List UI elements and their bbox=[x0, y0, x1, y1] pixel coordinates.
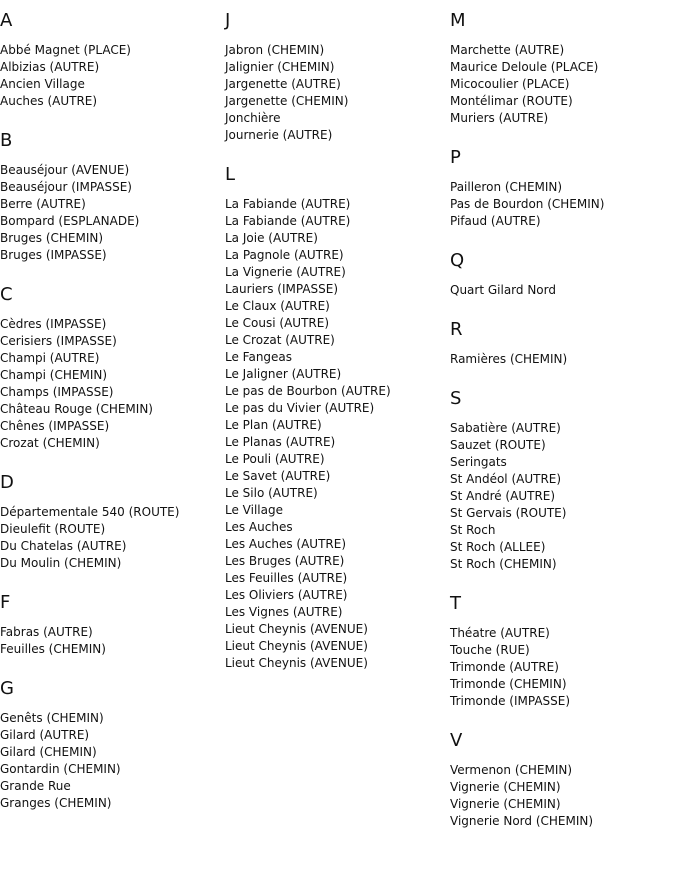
street-link[interactable]: Trimonde (CHEMIN) bbox=[450, 677, 567, 691]
street-link[interactable]: Grande Rue bbox=[0, 779, 71, 793]
street-link[interactable]: Champs (IMPASSE) bbox=[0, 385, 114, 399]
street-link[interactable]: Vignerie Nord (CHEMIN) bbox=[450, 814, 594, 828]
letter-heading: Q bbox=[450, 250, 465, 271]
street-link[interactable]: Crozat (CHEMIN) bbox=[0, 436, 100, 450]
street-link[interactable]: Beauséjour (AVENUE) bbox=[0, 163, 130, 177]
letter-section-l bbox=[225, 164, 445, 672]
street-link[interactable]: Le Cousi (AUTRE) bbox=[225, 316, 330, 330]
street-link[interactable]: St Andéol (AUTRE) bbox=[450, 472, 562, 486]
street-link[interactable]: Auches (AUTRE) bbox=[0, 94, 98, 108]
street-link[interactable]: Albizias (AUTRE) bbox=[0, 60, 100, 74]
letter-section-d bbox=[0, 472, 220, 572]
street-link[interactable]: Touche (RUE) bbox=[450, 643, 530, 657]
letter-section-a bbox=[0, 10, 220, 110]
street-link[interactable]: Gilard (AUTRE) bbox=[0, 728, 90, 742]
letter-heading: D bbox=[0, 472, 14, 493]
street-link[interactable]: La Pagnole (AUTRE) bbox=[225, 248, 344, 262]
letter-section-p bbox=[450, 147, 670, 230]
letter-heading: L bbox=[225, 164, 236, 185]
street-link[interactable]: Le Savet (AUTRE) bbox=[225, 469, 331, 483]
street-link[interactable]: Le pas de Bourbon (AUTRE) bbox=[225, 384, 391, 398]
street-link[interactable]: Le Village bbox=[225, 503, 283, 517]
street-link[interactable]: Jonchière bbox=[225, 111, 281, 125]
street-link[interactable]: Feuilles (CHEMIN) bbox=[0, 642, 106, 656]
street-link[interactable]: Ramières (CHEMIN) bbox=[450, 352, 568, 366]
street-link[interactable]: Montélimar (ROUTE) bbox=[450, 94, 573, 108]
street-link[interactable]: Le Claux (AUTRE) bbox=[225, 299, 330, 313]
letter-heading: S bbox=[450, 388, 462, 409]
letter-heading: V bbox=[450, 730, 463, 751]
street-link[interactable]: Le Jaligner (AUTRE) bbox=[225, 367, 342, 381]
letter-section-v bbox=[450, 730, 670, 830]
street-link[interactable]: Théatre (AUTRE) bbox=[450, 626, 550, 640]
street-link[interactable]: La Joie (AUTRE) bbox=[225, 231, 318, 245]
street-link[interactable]: Le pas du Vivier (AUTRE) bbox=[225, 401, 375, 415]
street-link[interactable]: Champi (CHEMIN) bbox=[0, 368, 108, 382]
letter-section-j bbox=[225, 10, 445, 144]
street-link[interactable]: Bruges (CHEMIN) bbox=[0, 231, 104, 245]
street-link[interactable]: Les Auches bbox=[225, 520, 293, 534]
street-link[interactable]: Lauriers (IMPASSE) bbox=[225, 282, 339, 296]
street-link[interactable]: Lieut Cheynis (AVENUE) bbox=[225, 639, 368, 653]
street-link[interactable]: Muriers (AUTRE) bbox=[450, 111, 549, 125]
street-link[interactable]: Lieut Cheynis (AVENUE) bbox=[225, 656, 368, 670]
street-link[interactable]: Cerisiers (IMPASSE) bbox=[0, 334, 117, 348]
letter-heading: R bbox=[450, 319, 463, 340]
street-link[interactable]: Les Bruges (AUTRE) bbox=[225, 554, 345, 568]
street-link[interactable]: Sauzet (ROUTE) bbox=[450, 438, 546, 452]
street-link[interactable]: Berre (AUTRE) bbox=[0, 197, 86, 211]
street-link[interactable]: Vignerie (CHEMIN) bbox=[450, 780, 561, 794]
street-link[interactable]: Le Silo (AUTRE) bbox=[225, 486, 318, 500]
letter-section-s bbox=[450, 388, 670, 573]
street-link[interactable]: Genêts (CHEMIN) bbox=[0, 711, 104, 725]
street-link[interactable]: Du Chatelas (AUTRE) bbox=[0, 539, 127, 553]
street-link[interactable]: La Vignerie (AUTRE) bbox=[225, 265, 346, 279]
street-link[interactable]: Quart Gilard Nord bbox=[450, 283, 556, 297]
street-link[interactable]: Marchette (AUTRE) bbox=[450, 43, 565, 57]
street-link[interactable]: Le Planas (AUTRE) bbox=[225, 435, 336, 449]
street-index-column-2 bbox=[225, 10, 445, 692]
letter-heading: C bbox=[0, 284, 13, 305]
street-link[interactable]: Vignerie (CHEMIN) bbox=[450, 797, 561, 811]
letter-section-q bbox=[450, 250, 670, 299]
street-link[interactable]: St Roch bbox=[450, 523, 496, 537]
street-link[interactable]: Cèdres (IMPASSE) bbox=[0, 317, 107, 331]
street-link[interactable]: Jargenette (AUTRE) bbox=[225, 77, 341, 91]
letter-section-r bbox=[450, 319, 670, 368]
street-link[interactable]: La Fabiande (AUTRE) bbox=[225, 214, 351, 228]
letter-section-t bbox=[450, 593, 670, 710]
street-link[interactable]: Les Auches (AUTRE) bbox=[225, 537, 346, 551]
street-link[interactable]: Les Vignes (AUTRE) bbox=[225, 605, 343, 619]
letter-heading: F bbox=[0, 592, 11, 613]
street-link[interactable]: Jabron (CHEMIN) bbox=[225, 43, 325, 57]
street-link[interactable]: Bruges (IMPASSE) bbox=[0, 248, 107, 262]
street-link[interactable]: Ancien Village bbox=[0, 77, 85, 91]
letter-heading: P bbox=[450, 147, 461, 168]
street-link[interactable]: Le Pouli (AUTRE) bbox=[225, 452, 325, 466]
street-link[interactable]: St André (AUTRE) bbox=[450, 489, 556, 503]
letter-heading: A bbox=[0, 10, 13, 31]
street-index-column-3 bbox=[450, 10, 670, 850]
street-link[interactable]: Pas de Bourdon (CHEMIN) bbox=[450, 197, 605, 211]
street-link[interactable]: Seringats bbox=[450, 455, 507, 469]
street-link[interactable]: Le Fangeas bbox=[225, 350, 293, 364]
letter-heading: M bbox=[450, 10, 466, 31]
letter-heading: J bbox=[225, 10, 231, 31]
letter-heading: T bbox=[450, 593, 461, 614]
letter-heading: G bbox=[0, 678, 14, 699]
street-link[interactable]: Jargenette (CHEMIN) bbox=[225, 94, 349, 108]
letter-section-b bbox=[0, 130, 220, 264]
street-link[interactable]: Trimonde (AUTRE) bbox=[450, 660, 559, 674]
street-link[interactable]: Fabras (AUTRE) bbox=[0, 625, 93, 639]
street-link[interactable]: Granges (CHEMIN) bbox=[0, 796, 112, 810]
street-link[interactable]: Le Crozat (AUTRE) bbox=[225, 333, 335, 347]
letter-section-m bbox=[450, 10, 670, 127]
street-link[interactable]: Journerie (AUTRE) bbox=[225, 128, 333, 142]
letter-section-c bbox=[0, 284, 220, 452]
street-link[interactable]: Micocoulier (PLACE) bbox=[450, 77, 570, 91]
letter-section-f bbox=[0, 592, 220, 658]
letter-heading: B bbox=[0, 130, 13, 151]
street-link[interactable]: Pailleron (CHEMIN) bbox=[450, 180, 563, 194]
street-link[interactable]: Maurice Deloule (PLACE) bbox=[450, 60, 599, 74]
street-link[interactable]: Les Feuilles (AUTRE) bbox=[225, 571, 348, 585]
street-link[interactable]: Gilard (CHEMIN) bbox=[0, 745, 97, 759]
street-link[interactable]: Champi (AUTRE) bbox=[0, 351, 100, 365]
street-link[interactable]: La Fabiande (AUTRE) bbox=[225, 197, 351, 211]
street-link[interactable]: Trimonde (IMPASSE) bbox=[450, 694, 571, 708]
street-link[interactable]: Château Rouge (CHEMIN) bbox=[0, 402, 153, 416]
street-link[interactable]: Départementale 540 (ROUTE) bbox=[0, 505, 180, 519]
street-link[interactable]: Bompard (ESPLANADE) bbox=[0, 214, 140, 228]
street-link[interactable]: Lieut Cheynis (AVENUE) bbox=[225, 622, 368, 636]
street-link[interactable]: Chênes (IMPASSE) bbox=[0, 419, 110, 433]
street-link[interactable]: Les Oliviers (AUTRE) bbox=[225, 588, 348, 602]
street-link[interactable]: St Roch (ALLEE) bbox=[450, 540, 546, 554]
street-link[interactable]: St Roch (CHEMIN) bbox=[450, 557, 557, 571]
street-link[interactable]: Vermenon (CHEMIN) bbox=[450, 763, 573, 777]
street-link[interactable]: Le Plan (AUTRE) bbox=[225, 418, 322, 432]
street-index-column-1 bbox=[0, 10, 220, 832]
street-link[interactable]: Beauséjour (IMPASSE) bbox=[0, 180, 132, 194]
street-link[interactable]: Gontardin (CHEMIN) bbox=[0, 762, 121, 776]
street-link[interactable]: Jalignier (CHEMIN) bbox=[225, 60, 335, 74]
street-link[interactable]: Du Moulin (CHEMIN) bbox=[0, 556, 122, 570]
street-link[interactable]: Abbé Magnet (PLACE) bbox=[0, 43, 131, 57]
street-link[interactable]: Pifaud (AUTRE) bbox=[450, 214, 541, 228]
street-link[interactable]: Sabatière (AUTRE) bbox=[450, 421, 561, 435]
letter-section-g bbox=[0, 678, 220, 812]
street-link[interactable]: Dieulefit (ROUTE) bbox=[0, 522, 106, 536]
street-link[interactable]: St Gervais (ROUTE) bbox=[450, 506, 567, 520]
